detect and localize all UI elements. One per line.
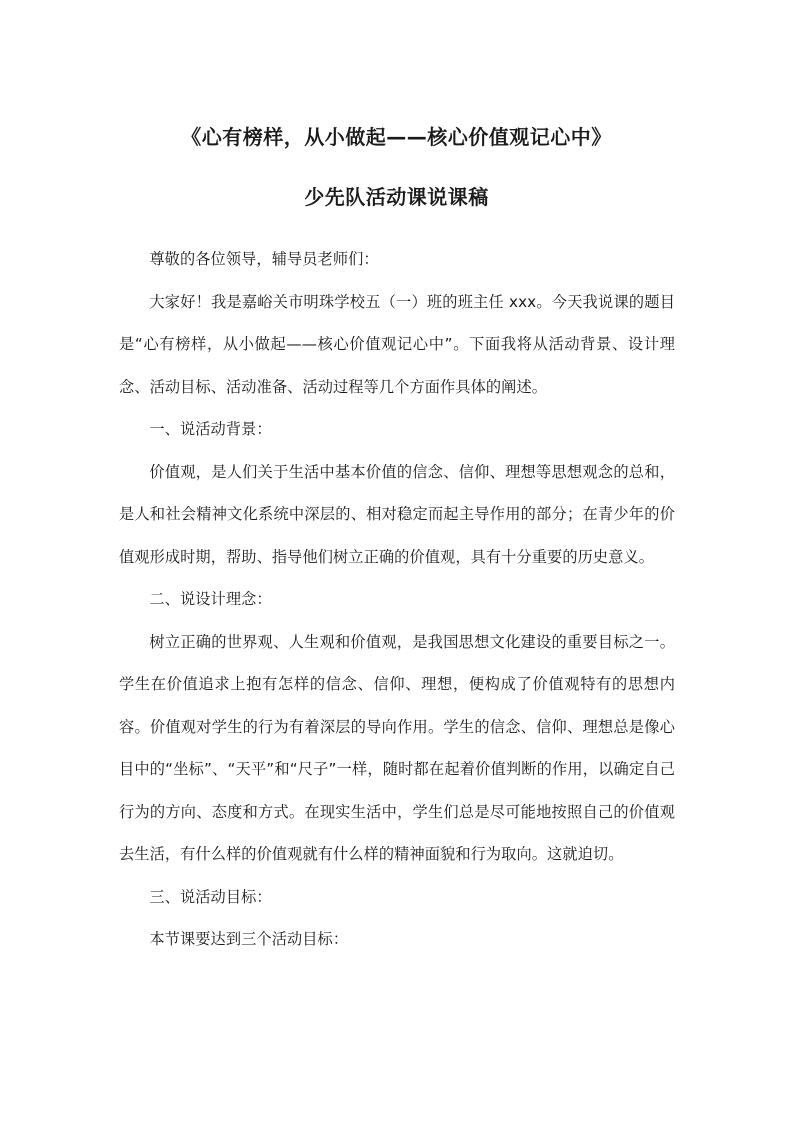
goals-intro-paragraph: 本节课要达到三个活动目标：	[149, 930, 349, 948]
background-paragraph: 价值观，是人们关于生活中基本价值的信念、信仰、理想等思想观念的总和，是人和社会精神文化系统中深层的、相对稳定而起主导作用的部分；在青少年的价值观形成时期，帮助、指导他们树立正确的价值观，具有十分重要的历史意义。	[119, 462, 675, 566]
intro-paragraph: 大家好！我是嘉峪关市明珠学校五（一）班的班主任 xxx。今天我说课的题目是“心有榜样，从小做起——核心价值观记心中”。下面我将从活动背景、设计理念、活动目标、活动准备、活动过程等几个方面作具体的阐述。	[119, 292, 675, 396]
document-subtitle: 少先队活动课说课稿	[304, 185, 489, 209]
section-heading-design-concept: 二、说设计理念：	[149, 590, 272, 608]
document-title: 《心有榜样，从小做起——核心价值观记心中》	[181, 125, 612, 149]
document-body	[119, 238, 675, 961]
salutation-paragraph: 尊敬的各位领导，辅导员老师们：	[149, 250, 379, 268]
section-heading-activity-goals: 三、说活动目标：	[149, 887, 272, 906]
section-heading-background: 一、说活动背景：	[149, 420, 272, 438]
design-concept-paragraph: 树立正确的世界观、人生观和价值观，是我国思想文化建设的重要目标之一。学生在价值追求上抱有怎样的信念、信仰、理想，便构成了价值观特有的思想内容。价值观对学生的行为有着深层的导向作用。学生的信念、信仰、理想总是像心目中的“坐标”、“天平”和“尺子”一样，随时都在起着价值判断的作用，以确定自己行为的方向、态度和方式。在现实生活中，学生们总是尽可能地按照自己的价值观去生活，有什么样的价值观就有什么样的精神面貌和行为取向。这就迫切。	[119, 632, 675, 863]
